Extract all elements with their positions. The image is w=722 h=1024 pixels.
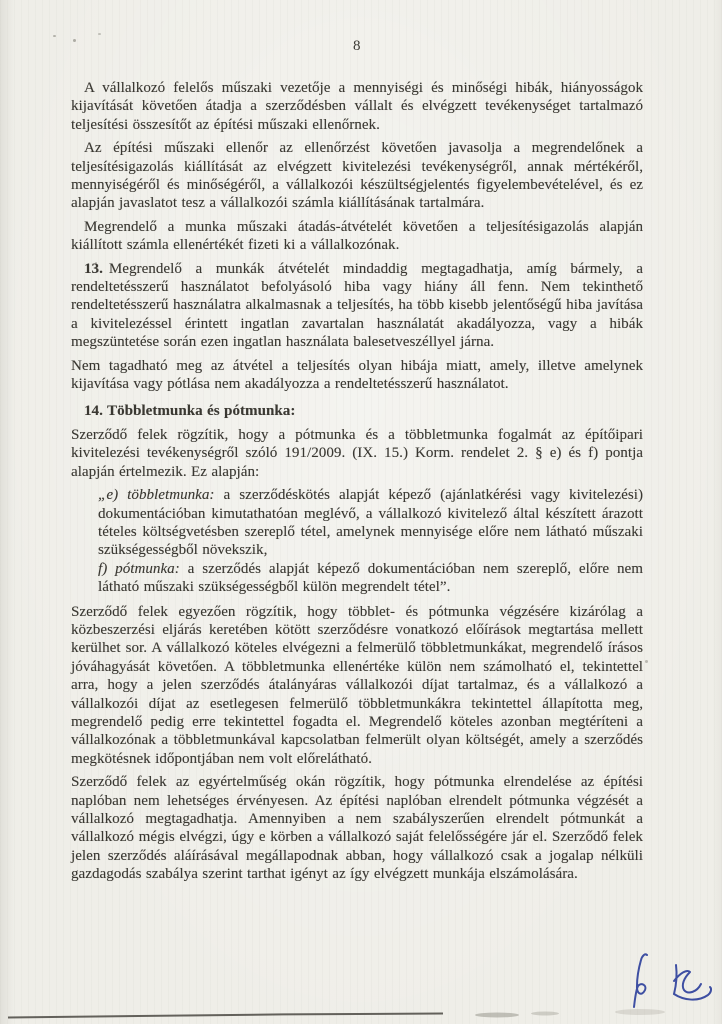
clause-13: [71, 260, 643, 352]
clause-14-heading: 14. Többletmunka és pótmunka:: [84, 402, 296, 419]
scan-smudge: [615, 1009, 665, 1015]
scan-speck: [645, 660, 648, 663]
regulation-quote-block: [71, 486, 643, 596]
scan-speck: [95, 262, 97, 264]
paragraph-payment: Megrendelő a munka műszaki átadás-átvételét követően a teljesítésigazolás alapján kiállított számla ellenértékét fizeti ki a vállalkozónak.: [71, 218, 643, 254]
quote-item-f: [98, 560, 643, 597]
scan-speck: [98, 33, 101, 35]
scan-edge-artifact: [0, 1004, 722, 1024]
paragraph-acceptance: Nem tagadható meg az átvétel a teljesítés olyan hibája miatt, amely, illetve amelynek kijavítása vagy pótlása nem akadályozza a rendeltetésszerű használatot.: [71, 357, 643, 393]
paragraph-handover: A vállalkozó felelős műszaki vezetője a mennyiségi és minőségi hibák, hiányosságok kijavítását követően átadja a szerződésben vállalt és elvégzett tevékenységet tartalmazó teljesítési összesítőt az építési műszaki ellenőrnek.: [71, 80, 643, 133]
quote-item-f-text: a szerződés alapját képező dokumentációban nem szereplő, előre nem látható műszaki szükségességből külön megrendelt tétel”.: [98, 560, 643, 596]
clause-13-text: Megrendelő a munkák átvételét mindaddig megtagadhatja, amíg bármely, a rendeltetésszerű használatot befolyásoló hiba vagy hiány áll fenn. Nem tekinthető rendeltetésszerű használatra alkalmasnak a teljesítés, ha több kisebb jelentőségű hiba javítása a kivitelezéssel érintett ingatlan zavartalan használatát akadályozza, vagy a hibák megszüntetése során ezen ingatlan használata balesetveszéllyel járna.: [71, 260, 643, 351]
page-body: [71, 38, 643, 889]
paragraph-definitions-intro: Szerződő felek rögzítik, hogy a pótmunka és a többletmunka fogalmát az építőipari kivitelezési tevékenységről szóló 191/2009. (IX. 15.) Korm. rendelet 2. § e) és f) pontja alapján értelmezik. Ez alapján:: [71, 426, 643, 480]
paragraph-extra-work-rules: Szerződő felek egyezően rögzítik, hogy többlet- és pótmunka végzésére kizárólag a közbeszerzési eljárás keretében kötött szerződésre vonatkozó előírások megtartása mellett kerülhet sor. A vállalkozó köteles elvégezni a felmerülő többletmunkákat, megrendelő írásos jóváhagyását követően. A többletmunka ellenértéke külön nem számolható el, tekintettel arra, hogy a jelen szerződés átalányáras vállalkozói díjat tartalmaz, és a vállalkozó a vállalkozói díjat az esetlegesen felmerülő többletmunkákra tekintettel állapította meg, megrendelő pedig erre tekintettel fogadta el. Megrendelő köteles azonban megtéríteni a vállalkozónak a többletmunkával kapcsolatban felmerült olyan költségét, amely a szerződés megkötésnek időpontjában nem volt előrelátható.: [71, 603, 643, 767]
quote-item-e-term: „e) többletmunka:: [98, 487, 215, 504]
scan-smudge: [531, 1012, 559, 1016]
scan-smudge: [475, 1013, 519, 1018]
paragraph-site-log-rules: Szerződő felek az egyértelműség okán rögzítik, hogy pótmunka elrendelése az építési naplóban nem lehetséges érvényesen. Az építési naplóban elrendelt pótmunka végzését a vállalkozó megtagadhatja. Amennyiben a nem szabályszerűen elrendelt pótmunkát a vállalkozó mégis elvégzi, úgy e körben a vállalkozó saját felelősségére jár el. Szerződő felek jelen szerződés aláírásával megállapodnak abban, hogy vállalkozó csak a jogalap nélküli gazdagodás szabálya szerint tarthat igényt az így elvégzett munkája elszámolására.: [71, 774, 643, 883]
scan-speck: [53, 35, 56, 37]
quote-item-e: [98, 486, 643, 560]
paragraph-technical-inspector: Az építési műszaki ellenőr az ellenőrzést követően javasolja a megrendelőnek a teljesítésigazolás kiállítását az elvégzett kivitelezési tevékenységről, annak mértékéről, mennyiségéről és minőségéről, a vállalkozói készültségjelentés figyelembevételével, és ez alapján javaslatot tesz a vállalkozói számla kiállításának tartalmára.: [71, 140, 643, 212]
scan-speck: [73, 39, 76, 42]
scan-line: [8, 1014, 443, 1018]
quote-item-e-text: a szerződéskötés alapját képező (ajánlatkérési vagy kivitelezési) dokumentációban kimutathatóan meglévő, a vállalkozó kivitelező által készített árazott tételes költségvetésben szereplő tétel, amelynek mennyisége előre nem látható műszaki szükségességből növekszik,: [98, 487, 643, 559]
signature-strokes: [634, 954, 711, 1007]
clause-13-number: 13.: [84, 260, 103, 277]
page-number: 8: [353, 38, 361, 54]
quote-item-f-term: f) pótmunka:: [98, 560, 180, 577]
